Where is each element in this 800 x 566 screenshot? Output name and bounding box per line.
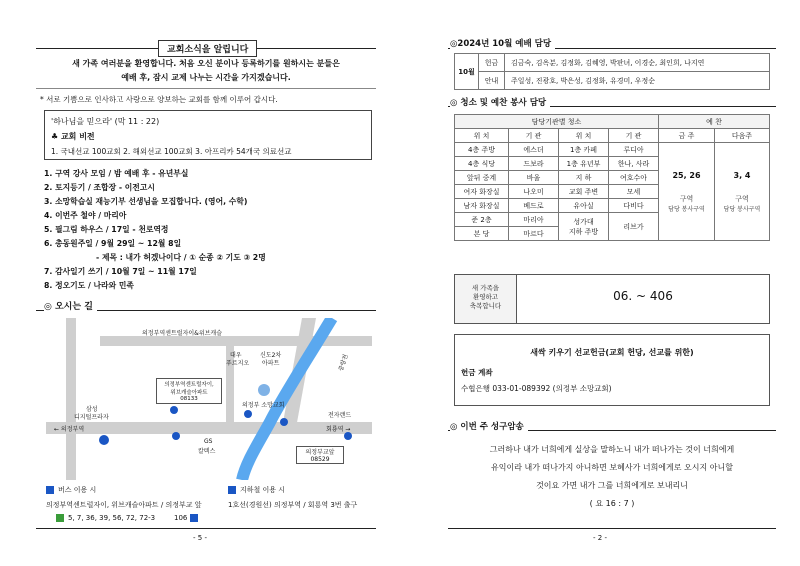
divider [36, 528, 376, 529]
news-item: 4. 이번주 철야 / 마리아 [44, 211, 127, 220]
subway-title: 지하철 이용 시 [240, 486, 286, 494]
guide-names: 주일성, 진광호, 박은성, 김정화, 유경미, 우정순 [505, 72, 770, 90]
map-label-electroland: 전자랜드 [328, 412, 352, 419]
cell: 1층 카페 [559, 143, 609, 157]
this-week-value: 25, 26 [672, 170, 701, 180]
map-label-daewoo-1: 대우 [230, 352, 242, 359]
offering-label: 헌금 [479, 54, 505, 72]
news-item: 1. 구역 강사 모임 / 밤 예배 후 - 유년부실 [44, 169, 189, 178]
notice-title: 교회소식을 알립니다 [158, 40, 257, 57]
map-label-station: ← 의정부역 [54, 426, 85, 433]
this-week-cell [659, 143, 715, 241]
cell: 남자 화장실 [455, 199, 509, 213]
welcome-line-2: 예배 후, 잠시 교제 나누는 시간을 가지겠습니다. [121, 73, 291, 82]
map-label-gs-2: 칼텍스 [198, 448, 216, 455]
directions-map [46, 318, 372, 480]
news-item: 7. 감사일기 쓰기 / 10월 7일 ~ 11월 17일 [44, 267, 197, 276]
cell: 4층 식당 [455, 157, 509, 171]
vision-body: 1. 국내선교 100교회 2. 해외선교 100교회 3. 아프리카 54개국 의료선교 [51, 147, 292, 156]
cell: 바울 [509, 171, 559, 185]
bus-route-icon [56, 514, 64, 522]
welcome-line-1: 새 가족 여러분을 환영합니다. 처음 오신 분이나 등록하기를 원하시는 분들은 [72, 59, 340, 68]
memory-reference: ( 요 16 : 7 ) [589, 499, 635, 508]
cell: 루디아 [609, 143, 659, 157]
duty-table [454, 53, 770, 90]
newfamily-number: 06. ~ 406 [613, 289, 673, 303]
col-header: 기 관 [609, 129, 659, 143]
cell: 마리아 [509, 213, 559, 227]
map-label-church: 의정부 소망교회 [242, 402, 285, 409]
subway-body: 1호선(경원선) 의정부역 / 회룡역 3번 출구 [228, 501, 358, 509]
vision-box [44, 110, 372, 160]
cell: 한나, 사라 [609, 157, 659, 171]
mission-offering-box [454, 334, 770, 406]
cell [559, 213, 609, 241]
cell: 나오미 [509, 185, 559, 199]
newfamily-label [455, 275, 517, 323]
account-label: 헌금 계좌 [461, 368, 493, 377]
subway-icon [228, 486, 236, 494]
map-label-daewoo-2: 푸르지오 [226, 360, 250, 367]
map-label-shindo-1: 신도2차 [260, 352, 282, 359]
next-week-sub: 구역 [735, 194, 749, 203]
cell: 4층 주방 [455, 143, 509, 157]
cell: 리브가 [609, 213, 659, 241]
table-row [455, 143, 770, 157]
page-number: - 2 - [593, 534, 607, 542]
mission-offering-title: 새싹 키우기 선교헌금(교회 헌당, 선교를 위한) [530, 348, 694, 357]
bus-stop-label: 의정부교앞 [305, 449, 335, 456]
next-week-value: 3, 4 [733, 170, 751, 180]
col-header: 다음주 [715, 129, 770, 143]
account-body: 수협은행 033-01-089392 (의정부 소망교회) [461, 384, 612, 393]
cell: 유아실 [559, 199, 609, 213]
newfamily-label-line: 환영하고 [472, 293, 499, 301]
news-item-sub: - 제목 : 내가 허겠나이다 / ① 순종 ② 기도 ③ 2명 [96, 253, 266, 262]
cell-line: 지하 주방 [568, 227, 599, 236]
cell: 에스더 [509, 143, 559, 157]
duty-title: ◎2024년 10월 예배 담당 [450, 37, 555, 49]
cell-line: 성가대 [573, 217, 594, 226]
bus-stop-label: 08133 [180, 396, 198, 402]
cell: 드보라 [509, 157, 559, 171]
bus-stop-label: 위브캐슬아파트 [170, 390, 208, 396]
next-week-cell [715, 143, 770, 241]
cell: 1층 유년부 [559, 157, 609, 171]
bus-number-106: 106 [174, 514, 188, 522]
cell: 다비다 [609, 199, 659, 213]
memory-line-3: 것이요 가면 내가 그를 너희에게로 보내리니 [536, 481, 688, 490]
bus-stop-label: 의정부역센트럴자이, [164, 382, 214, 388]
map-label-stream: 중랑천 [337, 353, 350, 373]
newfamily-label-line: 새 가족을 [471, 284, 500, 292]
greeting-text: * 서로 기쁨으로 인사하고 사랑으로 양보하는 교회를 함께 이루어 갑시다. [40, 95, 278, 104]
this-week-sub: 구역 [679, 194, 694, 203]
verse-text: '하나님을 믿으라' (막 11 : 22) [51, 117, 160, 126]
guide-label: 안내 [479, 72, 505, 90]
news-item: 8. 정오기도 / 나라와 민족 [44, 281, 134, 290]
praise-header: 예 찬 [659, 115, 770, 129]
cell: 베드로 [509, 199, 559, 213]
month-cell: 10월 [455, 54, 479, 90]
cell: 준 2층 [455, 213, 509, 227]
col-header: 기 관 [509, 129, 559, 143]
map-label-shindo-2: 아파트 [262, 360, 280, 367]
right-page [400, 0, 800, 566]
cell: 앞뒤 중계 [455, 171, 509, 185]
memory-line-2: 유익이라 내가 떠나가지 아니하면 보혜사가 너희에게로 오시지 아니할 [491, 463, 733, 472]
bus-stop-label: 08529 [310, 456, 330, 463]
bus-title: 버스 이용 시 [58, 486, 97, 494]
directions-title: ◎ 오시는 길 [44, 299, 97, 312]
divider [36, 88, 376, 89]
divider [448, 528, 776, 529]
bus-stop-sign [156, 378, 222, 404]
map-label-gs-1: GS [204, 438, 213, 445]
cell: 교회 주변 [559, 185, 609, 199]
cell: 지 하 [559, 171, 609, 185]
cell: 모세 [609, 185, 659, 199]
next-week-sub: 담당 봉사구역 [723, 205, 761, 213]
newfamily-box [454, 274, 770, 324]
offering-names: 김금숙, 김옥분, 김정화, 김혜영, 박판녀, 이경순, 최인희, 나지연 [505, 54, 770, 72]
map-label-samsung-1: 삼성 [86, 406, 98, 413]
map-label-samsung-2: 디지털프라자 [74, 414, 109, 421]
page-number: - 5 - [193, 534, 207, 542]
map-label-hoeryong: 회룡역 → [326, 426, 351, 433]
col-header: 금 주 [659, 129, 715, 143]
news-item: 2. 토지등기 / 조합장 - 이전고시 [44, 183, 155, 192]
bus-stop-sign-2 [296, 446, 344, 464]
bus-icon [46, 486, 54, 494]
memory-line-1: 그러하나 내가 너희에게 실상을 말하노니 내가 떠나가는 것이 너희에게 [489, 445, 735, 454]
cell: 마르다 [509, 227, 559, 241]
cell: 여자 화장실 [455, 185, 509, 199]
newfamily-label-line: 축복합니다 [469, 302, 502, 310]
news-item: 6. 총동원주일 / 9월 29일 ~ 12월 8일 [44, 239, 182, 248]
this-week-sub: 담당 봉사구역 [668, 205, 705, 213]
clean-title: ◎ 청소 및 예찬 봉사 담당 [450, 96, 550, 108]
clean-header: 담당기관별 청소 [455, 115, 659, 129]
clean-table [454, 114, 770, 241]
news-item: 3. 소망학습실 재능기부 선생님을 모집합니다. (영어, 수학) [44, 197, 248, 206]
vision-title: ♣ 교회 비전 [51, 132, 95, 141]
memory-title: ◎ 이번 주 성구암송 [450, 420, 528, 432]
news-item: 5. 필그림 하우스 / 17일 - 천로역정 [44, 225, 169, 234]
bus-stops: 의정부역센트럴자이, 위브캐슬아파트 / 의정부교 앞 [46, 501, 202, 509]
cell: 여호수아 [609, 171, 659, 185]
bus-numbers: 5, 7, 36, 39, 56, 72, 72-3 [68, 514, 156, 522]
blue-bus-icon [190, 514, 198, 522]
col-header: 위 치 [559, 129, 609, 143]
map-label-centralxi: 의정부역센트럴자이&위브캐슬 [142, 330, 223, 337]
cell: 본 당 [455, 227, 509, 241]
col-header: 위 치 [455, 129, 509, 143]
